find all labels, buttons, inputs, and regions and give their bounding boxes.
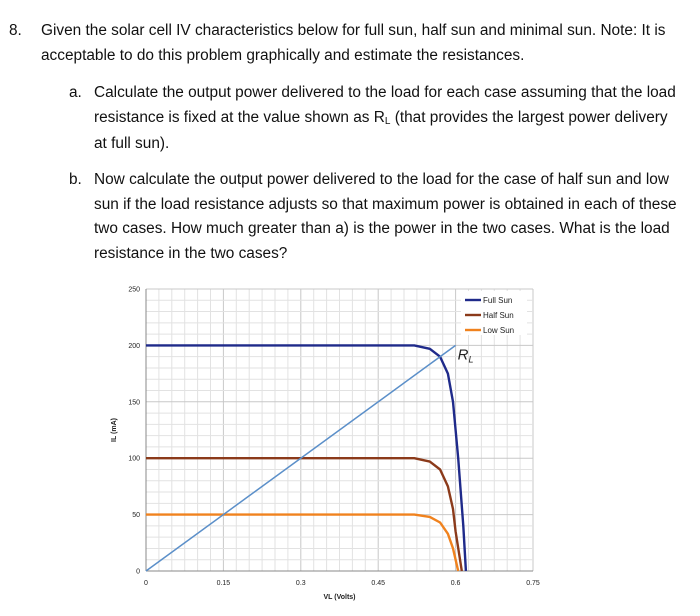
y-tick-label: 250 [128, 286, 140, 294]
part-a-label: a. [69, 84, 82, 101]
x-axis-title: VL (Volts) [323, 594, 356, 601]
x-tick-label: 0 [144, 580, 148, 587]
y-tick-label: 150 [128, 399, 140, 407]
iv-chart [100, 278, 560, 606]
load-line-label-subscript: L [468, 354, 474, 365]
x-tick-label: 0.45 [371, 580, 386, 587]
y-tick-label: 0 [136, 568, 140, 576]
x-tick-label: 0.6 [450, 580, 461, 587]
part-a-text-before: Calculate the output power delivered to the load for each case assuming that the load resistance is fixed at the value shown as R [94, 84, 676, 126]
part-a-subscript: L [384, 115, 391, 127]
y-tick-label: 200 [128, 342, 140, 350]
legend-label: Full Sun [483, 296, 513, 305]
x-tick-label: 0.3 [295, 580, 306, 587]
legend-label: Low Sun [483, 326, 515, 335]
y-tick-label: 50 [132, 512, 140, 520]
load-line-label: $R_L$ [457, 346, 474, 365]
part-b-text: Now calculate the output power delivered to the load for the case of half sun and low sun if the load resistance adjusts so that maximum power is obtained in each of these two cases. How much greater than a) is the power in the two cases. What is the load resistance in the two cases? [94, 171, 677, 262]
question-number: 8. [9, 22, 22, 39]
x-tick-label: 0.15 [216, 580, 231, 587]
question-text: Given the solar cell IV characteristics below for full sun, half sun and minimal sun. Note: It is acceptable to do this problem graphically and estimate the resistances. [41, 22, 666, 64]
part-a-text-after: (that provides the largest power delivery at full sun). [94, 108, 668, 152]
part-a-text [94, 81, 684, 157]
part-b-label: b. [69, 171, 82, 188]
legend-label: Half Sun [483, 311, 514, 320]
y-tick-label: 100 [128, 455, 140, 463]
x-tick-label: 0.75 [526, 580, 540, 587]
y-axis-title: IL (mA) [111, 418, 118, 442]
